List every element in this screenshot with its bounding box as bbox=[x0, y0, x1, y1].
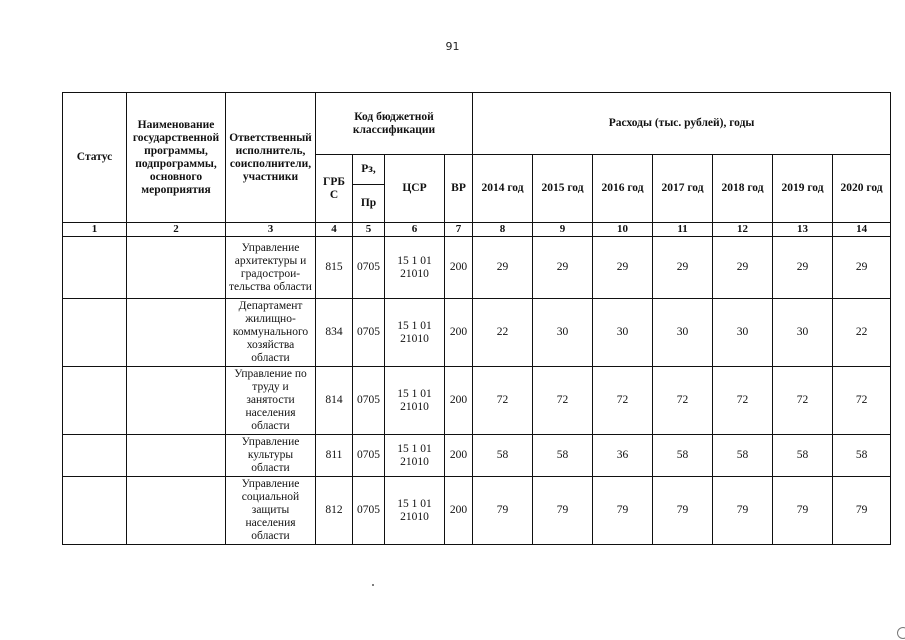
header-program-name: Наименование государственной программы, подпрограммы, основного мероприятия bbox=[127, 93, 226, 223]
table-row bbox=[63, 237, 891, 299]
value-2020: 58 bbox=[833, 435, 891, 477]
value-2018: 58 bbox=[713, 435, 773, 477]
vr-cell: 200 bbox=[445, 477, 473, 545]
scan-speck bbox=[372, 584, 374, 586]
rzpr-cell: 0705 bbox=[353, 477, 385, 545]
value-2014: 79 bbox=[473, 477, 533, 545]
rzpr-cell: 0705 bbox=[353, 299, 385, 367]
value-2016: 36 bbox=[593, 435, 653, 477]
column-number: 7 bbox=[445, 223, 473, 237]
page-number: 91 bbox=[445, 40, 460, 53]
value-2019: 79 bbox=[773, 477, 833, 545]
value-2016: 29 bbox=[593, 237, 653, 299]
executor-cell: Управление архитектуры и градострои-тельства области bbox=[226, 237, 316, 299]
column-number: 3 bbox=[226, 223, 316, 237]
header-year-2015: 2015 год bbox=[533, 155, 593, 223]
value-2016: 79 bbox=[593, 477, 653, 545]
status-cell bbox=[63, 435, 127, 477]
header-year-2017: 2017 год bbox=[653, 155, 713, 223]
executor-cell: Управление социальной защиты населения области bbox=[226, 477, 316, 545]
value-2016: 30 bbox=[593, 299, 653, 367]
header-year-2019: 2019 год bbox=[773, 155, 833, 223]
column-number: 1 bbox=[63, 223, 127, 237]
value-2014: 29 bbox=[473, 237, 533, 299]
executor-cell: Управление культуры области bbox=[226, 435, 316, 477]
header-vr: ВР bbox=[445, 155, 473, 223]
column-number: 13 bbox=[773, 223, 833, 237]
budget-table bbox=[62, 92, 891, 545]
csr-cell: 15 1 01 21010 bbox=[385, 299, 445, 367]
table-body bbox=[63, 237, 891, 545]
table-row bbox=[63, 299, 891, 367]
value-2015: 79 bbox=[533, 477, 593, 545]
column-number: 5 bbox=[353, 223, 385, 237]
column-number: 11 bbox=[653, 223, 713, 237]
csr-cell: 15 1 01 21010 bbox=[385, 237, 445, 299]
value-2019: 58 bbox=[773, 435, 833, 477]
header-year-2020: 2020 год bbox=[833, 155, 891, 223]
value-2020: 22 bbox=[833, 299, 891, 367]
value-2019: 30 bbox=[773, 299, 833, 367]
column-number-row bbox=[63, 223, 891, 237]
value-2020: 79 bbox=[833, 477, 891, 545]
value-2014: 22 bbox=[473, 299, 533, 367]
csr-cell: 15 1 01 21010 bbox=[385, 435, 445, 477]
status-cell bbox=[63, 299, 127, 367]
value-2018: 72 bbox=[713, 367, 773, 435]
rzpr-cell: 0705 bbox=[353, 237, 385, 299]
csr-cell: 15 1 01 21010 bbox=[385, 477, 445, 545]
column-number: 12 bbox=[713, 223, 773, 237]
value-2018: 30 bbox=[713, 299, 773, 367]
column-number: 6 bbox=[385, 223, 445, 237]
value-2014: 72 bbox=[473, 367, 533, 435]
value-2017: 79 bbox=[653, 477, 713, 545]
vr-cell: 200 bbox=[445, 299, 473, 367]
table-row bbox=[63, 367, 891, 435]
status-cell bbox=[63, 477, 127, 545]
program-cell bbox=[127, 299, 226, 367]
grbs-cell: 834 bbox=[316, 299, 353, 367]
rzpr-cell: 0705 bbox=[353, 367, 385, 435]
header-year-2018: 2018 год bbox=[713, 155, 773, 223]
value-2018: 29 bbox=[713, 237, 773, 299]
grbs-cell: 812 bbox=[316, 477, 353, 545]
value-2019: 72 bbox=[773, 367, 833, 435]
header-status: Статус bbox=[63, 93, 127, 223]
executor-cell: Управление по труду и занятости населения области bbox=[226, 367, 316, 435]
column-number: 4 bbox=[316, 223, 353, 237]
value-2015: 30 bbox=[533, 299, 593, 367]
header-pr: Пр bbox=[353, 185, 385, 223]
table-header bbox=[63, 93, 891, 237]
header-expenses: Расходы (тыс. рублей), годы bbox=[473, 93, 891, 155]
column-number: 2 bbox=[127, 223, 226, 237]
value-2015: 29 bbox=[533, 237, 593, 299]
status-cell bbox=[63, 237, 127, 299]
value-2020: 29 bbox=[833, 237, 891, 299]
program-cell bbox=[127, 237, 226, 299]
header-executor: Ответственный исполнитель, соисполнители, участники bbox=[226, 93, 316, 223]
value-2019: 29 bbox=[773, 237, 833, 299]
header-year-2016: 2016 год bbox=[593, 155, 653, 223]
vr-cell: 200 bbox=[445, 435, 473, 477]
vr-cell: 200 bbox=[445, 367, 473, 435]
value-2017: 30 bbox=[653, 299, 713, 367]
program-cell bbox=[127, 477, 226, 545]
status-cell bbox=[63, 367, 127, 435]
program-cell bbox=[127, 435, 226, 477]
vr-cell: 200 bbox=[445, 237, 473, 299]
grbs-cell: 815 bbox=[316, 237, 353, 299]
value-2015: 58 bbox=[533, 435, 593, 477]
rzpr-cell: 0705 bbox=[353, 435, 385, 477]
value-2014: 58 bbox=[473, 435, 533, 477]
header-budget-code: Код бюджетной классификации bbox=[316, 93, 473, 155]
column-number: 8 bbox=[473, 223, 533, 237]
value-2018: 79 bbox=[713, 477, 773, 545]
csr-cell: 15 1 01 21010 bbox=[385, 367, 445, 435]
value-2017: 29 bbox=[653, 237, 713, 299]
program-cell bbox=[127, 367, 226, 435]
grbs-cell: 811 bbox=[316, 435, 353, 477]
table-row bbox=[63, 477, 891, 545]
value-2017: 58 bbox=[653, 435, 713, 477]
column-number: 10 bbox=[593, 223, 653, 237]
header-csr: ЦСР bbox=[385, 155, 445, 223]
executor-cell: Департамент жилищно-коммунального хозяйства области bbox=[226, 299, 316, 367]
header-year-2014: 2014 год bbox=[473, 155, 533, 223]
value-2017: 72 bbox=[653, 367, 713, 435]
column-number: 14 bbox=[833, 223, 891, 237]
corner-scan-mark bbox=[897, 627, 905, 639]
header-rz: Рз, bbox=[353, 155, 385, 185]
value-2016: 72 bbox=[593, 367, 653, 435]
header-grbs: ГРБ С bbox=[316, 155, 353, 223]
table-row bbox=[63, 435, 891, 477]
column-number: 9 bbox=[533, 223, 593, 237]
value-2020: 72 bbox=[833, 367, 891, 435]
value-2015: 72 bbox=[533, 367, 593, 435]
grbs-cell: 814 bbox=[316, 367, 353, 435]
